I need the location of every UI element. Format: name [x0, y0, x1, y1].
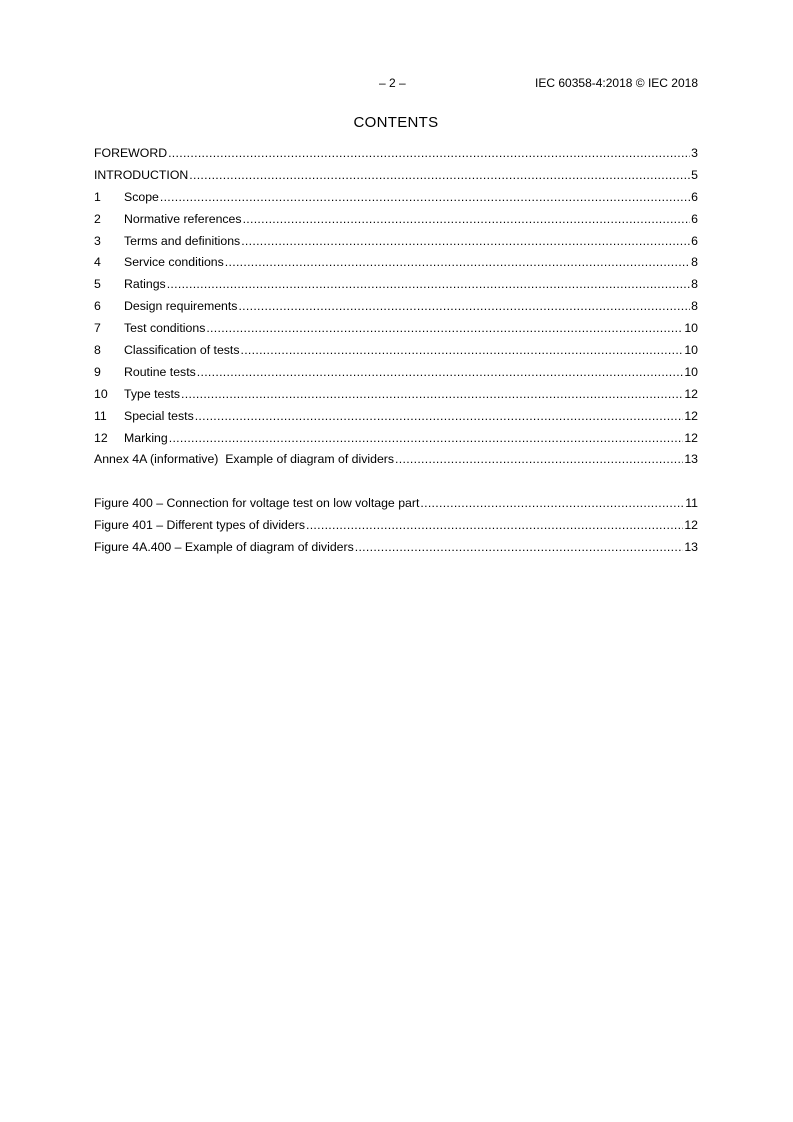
- toc-entry-page: 6: [691, 189, 698, 204]
- toc-entry-title: INTRODUCTION: [94, 167, 189, 182]
- toc-entry[interactable]: [94, 233, 698, 255]
- toc-entry-number: 7: [94, 321, 101, 336]
- toc-entry-title: Service conditions: [124, 255, 224, 270]
- toc-entry[interactable]: [94, 211, 698, 233]
- toc-entry-title: Normative references: [124, 211, 242, 226]
- toc-entry-page: 10: [684, 364, 698, 379]
- toc-entry-title: Marking: [124, 430, 168, 445]
- toc-entry-page: 12: [684, 430, 698, 445]
- toc-dot-leader: [241, 233, 690, 249]
- toc-dot-leader: [169, 430, 684, 446]
- toc-entry-title: Special tests: [124, 408, 194, 423]
- toc-entry-page: 12: [684, 517, 698, 532]
- toc-entry-title: Test conditions: [124, 321, 206, 336]
- toc-entry[interactable]: [94, 386, 698, 408]
- toc-entry[interactable]: [94, 298, 698, 320]
- document-reference: IEC 60358-4:2018 © IEC 2018: [535, 76, 698, 90]
- toc-entry-page: 13: [684, 539, 698, 554]
- toc-entry-page: 6: [691, 233, 698, 248]
- toc-entry-page: 10: [684, 321, 698, 336]
- toc-entry-number: 1: [94, 189, 101, 204]
- toc-entry[interactable]: [94, 408, 698, 430]
- toc-entry[interactable]: [94, 276, 698, 298]
- toc-entry-page: 6: [691, 211, 698, 226]
- toc-entry-page: 8: [691, 255, 698, 270]
- toc-entry-number: 8: [94, 343, 101, 358]
- toc-dot-leader: [160, 189, 690, 205]
- toc-entry-page: 10: [684, 343, 698, 358]
- toc-entry-title: FOREWORD: [94, 146, 168, 160]
- page-header: [94, 76, 698, 92]
- toc-entry-page: 12: [684, 386, 698, 401]
- toc-entry-page: 5: [691, 167, 698, 182]
- toc-entry[interactable]: [94, 451, 698, 473]
- toc-entry[interactable]: [94, 254, 698, 276]
- toc-dot-leader: [355, 539, 684, 555]
- toc-dot-leader: [395, 451, 683, 467]
- toc-dot-leader: [168, 145, 690, 161]
- toc-entry[interactable]: [94, 320, 698, 342]
- toc-entry-page: 8: [691, 277, 698, 292]
- contents-title: CONTENTS: [353, 114, 439, 131]
- toc-dot-leader: [167, 276, 690, 292]
- toc-entry-number: 11: [94, 408, 107, 423]
- toc-entry-title: Figure 4A.400 – Example of diagram of dividers: [94, 539, 354, 554]
- toc-entry-title: Type tests: [124, 386, 181, 401]
- toc-dot-leader: [306, 517, 683, 533]
- toc-entry-number: 6: [94, 299, 101, 314]
- toc-entry-title: Design requirements: [124, 299, 238, 314]
- toc-dot-leader: [238, 298, 690, 314]
- list-of-figures: [94, 495, 698, 561]
- toc-entry[interactable]: [94, 517, 698, 539]
- toc-entry[interactable]: [94, 364, 698, 386]
- toc-dot-leader: [197, 364, 684, 380]
- toc-dot-leader: [181, 386, 683, 402]
- toc-entry-number: 9: [94, 364, 101, 379]
- toc-dot-leader: [420, 495, 684, 511]
- toc-entry-number: 10: [94, 386, 108, 401]
- toc-entry[interactable]: [94, 539, 698, 561]
- toc-entry[interactable]: [94, 430, 698, 452]
- toc-dot-leader: [195, 408, 684, 424]
- toc-entry-number: 2: [94, 211, 101, 226]
- toc-entry-title: Figure 401 – Different types of dividers: [94, 517, 305, 532]
- toc-dot-leader: [189, 167, 690, 183]
- toc-entry-page: 13: [684, 452, 698, 467]
- table-of-contents: [94, 145, 698, 473]
- toc-entry-title: Scope: [124, 189, 159, 204]
- toc-entry-page: 11: [685, 496, 698, 510]
- toc-entry[interactable]: [94, 167, 698, 189]
- toc-entry-title: Classification of tests: [124, 343, 240, 358]
- toc-entry-number: 12: [94, 430, 108, 445]
- page-number: – 2 –: [379, 76, 406, 90]
- toc-entry[interactable]: [94, 189, 698, 211]
- toc-entry-number: 3: [94, 233, 101, 248]
- toc-entry-title: Annex 4A (informative) Example of diagram of dividers: [94, 452, 395, 467]
- toc-entry-number: 4: [94, 255, 101, 270]
- toc-entry-page: 8: [691, 299, 698, 314]
- toc-dot-leader: [241, 342, 684, 358]
- toc-entry-title: Figure 400 – Connection for voltage test on low voltage part: [94, 496, 420, 510]
- toc-entry[interactable]: [94, 342, 698, 364]
- toc-dot-leader: [206, 320, 683, 336]
- toc-entry[interactable]: [94, 145, 698, 167]
- toc-entry-title: Routine tests: [124, 364, 196, 379]
- toc-entry-title: Terms and definitions: [124, 233, 241, 248]
- toc-entry-title: Ratings: [124, 277, 166, 292]
- toc-entry-number: 5: [94, 277, 101, 292]
- toc-entry-page: 12: [684, 408, 698, 423]
- toc-entry-page: 3: [691, 146, 698, 160]
- toc-dot-leader: [243, 211, 691, 227]
- toc-entry[interactable]: [94, 495, 698, 517]
- toc-dot-leader: [225, 254, 690, 270]
